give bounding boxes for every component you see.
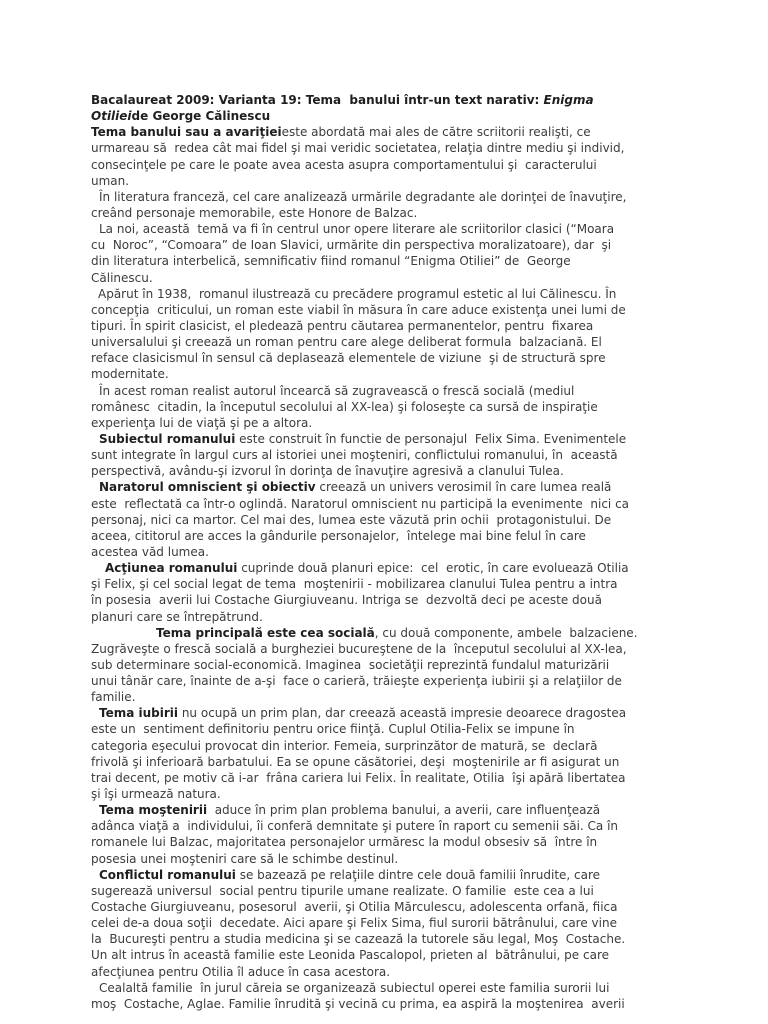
text-line	[91, 657, 751, 673]
body-text: Costache Giurgiuveanu, posesorul averii, şi Otilia Mărculescu, adolescenta orfană, fiica	[91, 900, 618, 915]
text-line	[91, 92, 751, 108]
body-text: planuri care se întrepătrund.	[91, 609, 263, 624]
text-line	[91, 947, 751, 963]
body-text: sunt integrate în largul curs al istoriei unei moşteniri, conflictului romanului, în această	[91, 448, 618, 463]
text-line	[91, 738, 751, 754]
text-line	[91, 253, 751, 269]
body-text: este abordată mai ales de către scriitorii realişti, ce	[281, 125, 591, 140]
title-text: de George Călinescu	[131, 109, 271, 124]
body-text: acestea văd lumea.	[91, 544, 209, 559]
paragraph-heading: Tema iubirii	[99, 706, 179, 721]
body-text: uman.	[91, 173, 130, 188]
body-text: modernitate.	[91, 367, 169, 382]
work-title-text: Otiliei	[91, 109, 132, 124]
body-text: românesc citadin, la începutul secolului al XX-lea) şi foloseşte ca sursă de inspiraţie	[91, 399, 598, 414]
text-line	[91, 705, 751, 721]
text-line	[91, 689, 751, 705]
text-line	[91, 609, 751, 625]
text-line	[91, 157, 751, 173]
paragraph	[91, 124, 751, 189]
body-text: adânca viaţă a individului, îi conferă demnitate şi putere în raport cu semenii săi. Ca în	[91, 819, 619, 834]
paragraph	[91, 286, 751, 383]
body-text: consecinţele pe care le poate avea acesta asupra comportamentului şi caracterului	[91, 157, 597, 172]
body-text: În acest roman realist autorul încearcă să zugravească o frescă socială (mediul	[99, 383, 575, 398]
text-line	[91, 867, 751, 883]
body-text: urmareau să redea cât mai fidel şi mai veridic societatea, relaţia dintre mediu şi individ,	[91, 141, 625, 156]
paragraph	[91, 479, 751, 560]
body-text: Călinescu.	[91, 270, 153, 285]
text-line	[91, 851, 751, 867]
paragraph-heading: Subiectul romanului	[99, 431, 236, 446]
paragraph	[91, 980, 751, 1012]
document-title	[91, 92, 751, 124]
body-text: creează un univers verosimil în care lumea reală	[315, 480, 612, 495]
body-text: , cu două componente, ambele balzaciene.	[374, 625, 638, 640]
text-line	[91, 721, 751, 737]
body-text: nu ocupă un prim plan, dar creează această impresie deoarece dragostea	[178, 706, 627, 721]
text-line	[91, 496, 751, 512]
text-line	[91, 754, 751, 770]
body-text: la Bucureşti pentru a studia medicina şi se cazează la tutorele său legal, Moş Costache.	[91, 932, 626, 947]
body-text: se bazează pe relaţiile dintre cele două familii înrudite, care	[235, 867, 601, 882]
body-text: tipuri. În spirit clasicist, el pledează pentru căutarea permanentelor, pentru fixarea	[91, 318, 594, 333]
text-line	[91, 528, 751, 544]
text-line	[91, 140, 751, 156]
body-text: afecţiunea pentru Otilia îl aduce în casa acestora.	[91, 964, 391, 979]
text-line	[91, 463, 751, 479]
body-text: celei de-a doua soţii decedate. Aici apare şi Felix Sima, fiul surorii bătrânului, care vine	[91, 916, 617, 931]
paragraph	[91, 189, 751, 221]
body-text: universalului şi creează un roman pentru care alege deliberat formula balzaciană. El	[91, 335, 602, 350]
paragraph-heading: Naratorul omniscient şi obiectiv	[99, 480, 316, 495]
paragraph	[91, 560, 751, 625]
text-line	[91, 237, 751, 253]
text-line	[91, 964, 751, 980]
paragraph	[91, 431, 751, 479]
body-text: Un alt intrus în această familie este Leonida Pascalopol, prieten al bătrânului, pe care	[91, 948, 609, 963]
paragraph-heading: Tema moştenirii	[99, 803, 208, 818]
body-text: perspectivă, avându-şi izvorul în dorinţa de înavuţire agresivă a clanului Tulea.	[91, 464, 564, 479]
body-text: familie.	[91, 690, 136, 705]
text-line	[91, 512, 751, 528]
body-text: La noi, această temă va fi în centrul unor opere literare ale scriitorilor clasici (“Moara	[99, 222, 615, 237]
paragraph	[91, 383, 751, 431]
text-line	[91, 802, 751, 818]
body-text: moş Costache, Aglae. Familie înrudită şi vecină cu prima, ea aspiră la moştenirea averii	[91, 996, 625, 1011]
text-line	[91, 560, 751, 576]
body-text: frivolă şi inferioară barbatului. Ea se opune căsătoriei, deşi moştenirile ar fi asigurat un	[91, 754, 620, 769]
body-text: este reflectată ca într-o oglindă. Naratorul omniscient nu participă la evenimente nici ca	[91, 496, 630, 511]
text-line	[91, 544, 751, 560]
text-line	[91, 108, 751, 124]
paragraph	[91, 705, 751, 802]
text-line	[91, 221, 751, 237]
text-line	[91, 996, 751, 1012]
body-text: în posesia averii lui Costache Giurgiuveanu. Intriga se dezvoltă deci pe aceste două	[91, 593, 602, 608]
paragraph	[91, 802, 751, 867]
body-text: aduce în prim plan problema banului, a averii, care influenţează	[207, 803, 601, 818]
body-text: concepţia criticului, un roman este viabil în măsura în care aduce existenţa unei lumi de	[91, 302, 626, 317]
text-line	[91, 205, 751, 221]
text-line	[91, 286, 751, 302]
text-line	[91, 576, 751, 592]
body-text: În literatura franceză, cel care analizează urmările degradante ale dorinţei de înavuţire,	[99, 189, 627, 204]
body-text: posesia unei moşteniri care să le schimbe destinul.	[91, 851, 399, 866]
paragraph-heading: Tema principală este cea socială	[156, 625, 375, 640]
body-text: aceea, cititorul are acces la gândurile personajelor, întelege mai bine felul în care	[91, 528, 586, 543]
body-text: şi Felix, şi cel social legat de tema moştenirii - mobilizarea clanului Tulea pentru a intra	[91, 577, 618, 592]
text-line	[91, 415, 751, 431]
body-text: personaj, nici ca martor. Cel mai des, lumea este văzută prin ochii protagonistului. De	[91, 512, 612, 527]
text-line	[91, 931, 751, 947]
body-text: experienţa lui de viaţă şi pe a altora.	[91, 415, 313, 430]
body-text: este un sentiment definitoriu pentru orice fiinţă. Cuplul Otilia-Felix se impune în	[91, 722, 575, 737]
body-text: cu Noroc”, “Comoara” de Ioan Slavici, urmărite din perspectiva moralizatoare), dar şi	[91, 238, 612, 253]
body-text: sugerează universul social pentru tipurile umane realizate. O familie este cea a lui	[91, 883, 594, 898]
text-line	[91, 834, 751, 850]
work-title-text: Enigma	[543, 93, 594, 107]
paragraph-heading: Tema banului sau a avariţiei	[91, 125, 282, 140]
body-text: cuprinde două planuri epice: cel erotic, în care evoluează Otilia	[237, 561, 629, 576]
text-line	[91, 786, 751, 802]
text-line	[91, 270, 751, 286]
body-text: unui tânăr care, înainte de a-şi face o carieră, trăieşte experienţa iubirii şi a relaţiilor de	[91, 674, 622, 689]
text-line	[91, 399, 751, 415]
text-line	[91, 915, 751, 931]
body-text: şi îşi urmează natura.	[91, 787, 221, 802]
body-text: Apărut în 1938, romanul ilustrează cu precădere programul estetic al lui Călinescu. În	[98, 286, 617, 301]
text-line	[91, 334, 751, 350]
text-line	[91, 673, 751, 689]
text-line	[91, 770, 751, 786]
paragraph-heading: Acţiunea romanului	[105, 561, 238, 576]
body-text: este construit în functie de personajul Felix Sima. Evenimentele	[235, 431, 627, 446]
text-line	[91, 592, 751, 608]
body-text: sub determinare social-economică. Imaginea societăţii reprezintă fundalul maturizării	[91, 657, 610, 672]
body-text: creând personaje memorabile, este Honore de Balzac.	[91, 205, 418, 220]
text-line	[91, 189, 751, 205]
text-line	[91, 383, 751, 399]
paragraph-heading: Conflictul romanului	[99, 867, 236, 882]
text-line	[91, 431, 751, 447]
text-line	[91, 899, 751, 915]
text-line	[91, 641, 751, 657]
text-line	[91, 980, 751, 996]
paragraph	[91, 221, 751, 286]
text-line	[91, 625, 751, 641]
text-line	[91, 318, 751, 334]
body-text: din literatura interbelică, semnificativ fiind romanul “Enigma Otiliei” de George	[91, 254, 571, 269]
text-line	[91, 124, 751, 140]
text-line	[91, 447, 751, 463]
paragraph	[91, 867, 751, 980]
title-text: Bacalaureat 2009: Varianta 19: Tema banului într-un text narativ:	[91, 93, 544, 107]
text-line	[91, 883, 751, 899]
text-line	[91, 479, 751, 495]
body-text: romanele lui Balzac, majoritatea personajelor urmăresc la modul obsesiv să între în	[91, 835, 598, 850]
body-text: Cealaltă familie în jurul căreia se organizează subiectul operei este familia surorii lui	[99, 980, 610, 995]
text-line	[91, 818, 751, 834]
document-page	[91, 92, 751, 1012]
body-text: Zugrăveşte o frescă socială a burgheziei bucureştene de la începutul secolului al XX-lea,	[91, 641, 627, 656]
text-line	[91, 350, 751, 366]
text-line	[91, 366, 751, 382]
body-text: categoria eşecului provocat din interior. Femeia, surprinzător de matură, se declară	[91, 738, 598, 753]
text-line	[91, 302, 751, 318]
paragraph	[91, 625, 751, 706]
text-line	[91, 173, 751, 189]
body-text: trai decent, pe motiv că i-ar frâna cariera lui Felix. În realitate, Otilia îşi apără libertatea	[91, 770, 626, 785]
body-text: reface clasicismul în sensul că deplasează elementele de viziune şi de structură spre	[91, 351, 606, 366]
